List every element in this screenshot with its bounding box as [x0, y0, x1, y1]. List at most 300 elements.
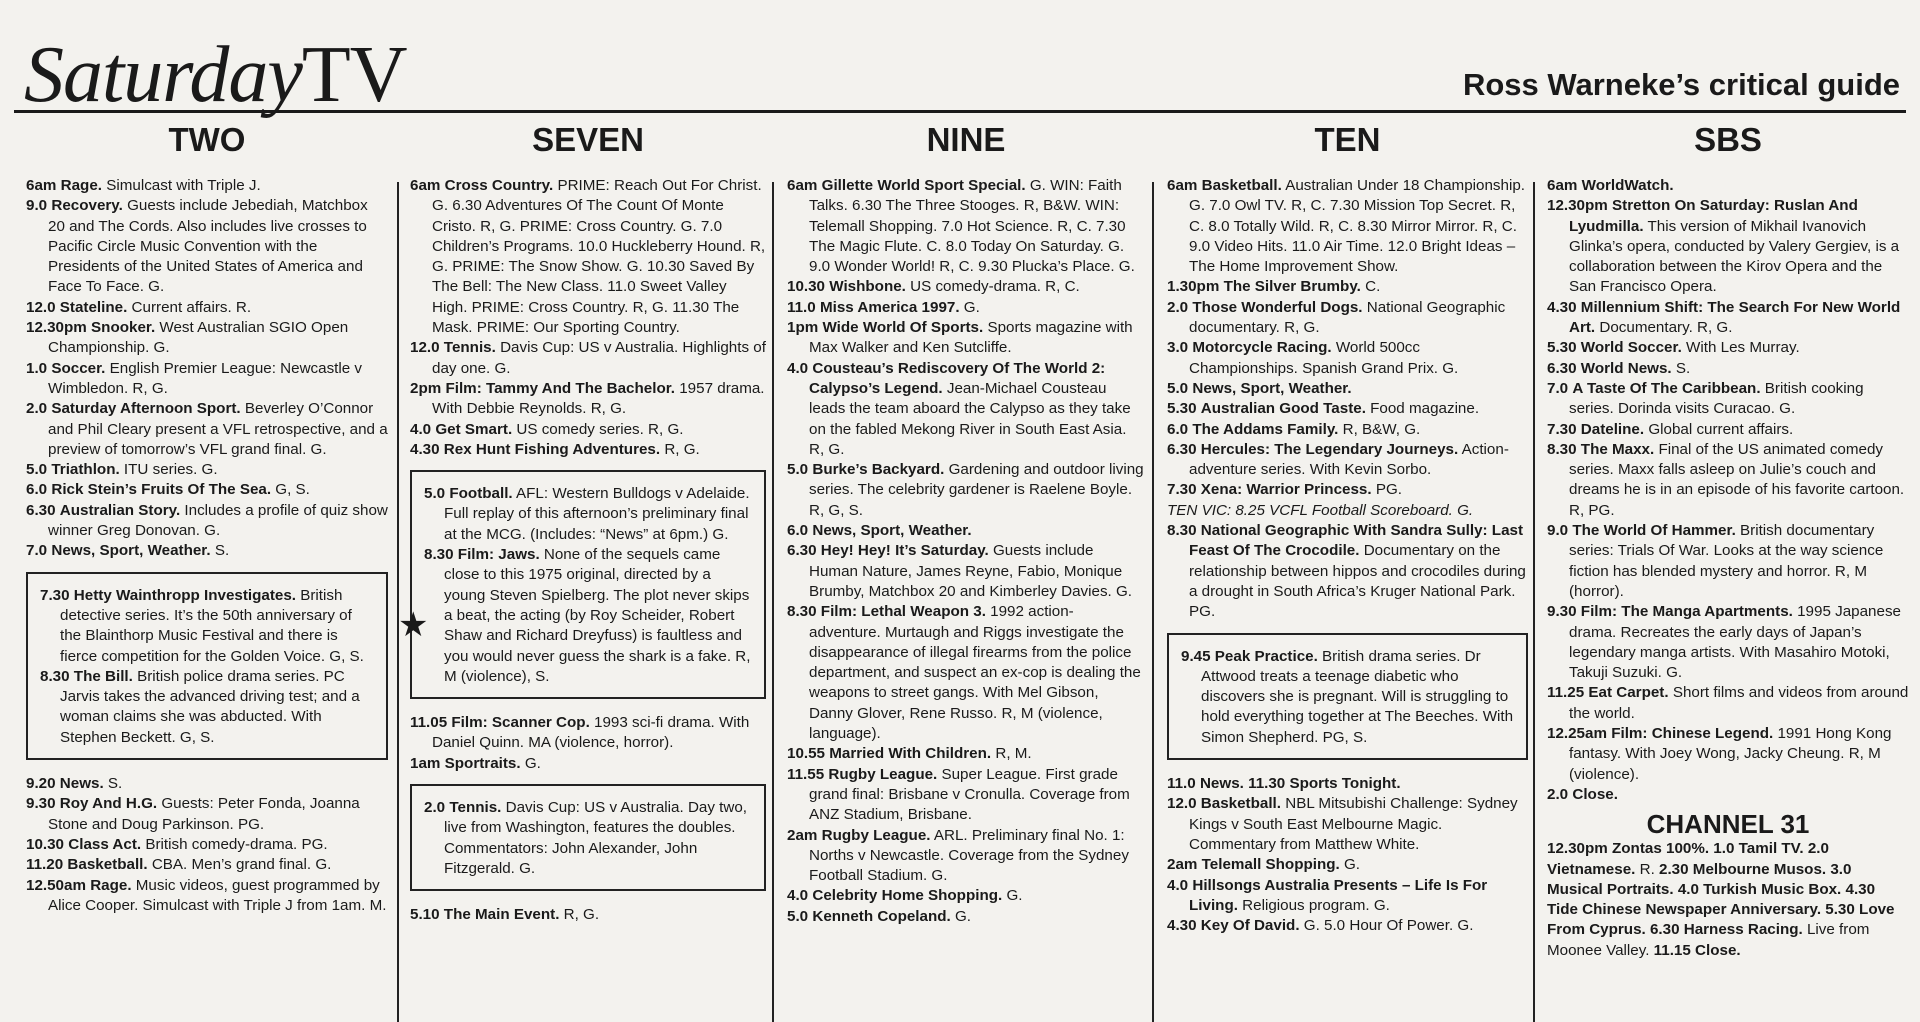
programme-time: 12.30pm: [26, 319, 87, 337]
programme-time: 6am: [1167, 177, 1198, 194]
programme-description: G.: [959, 298, 980, 316]
listing-text: R.: [1635, 860, 1660, 878]
programme-entry: [1547, 359, 1909, 379]
programme-time: 9.30: [26, 795, 56, 813]
programme-title: Rugby League.: [828, 765, 938, 783]
programme-title: Hey! Hey! It’s Saturday.: [820, 542, 989, 560]
programme-title: Wide World Of Sports.: [822, 319, 984, 337]
programme-entry: [1547, 440, 1909, 521]
programme-title: Cousteau’s Rediscovery Of The World 2: Calypso’s Legend.: [809, 359, 1106, 397]
programme-time: 3.0: [1167, 339, 1189, 357]
programme-time: 7.0: [26, 542, 48, 560]
programme-time: 9.0: [1547, 522, 1569, 540]
programme-description: Action-adventure series. With Kevin Sorbo.: [1189, 440, 1509, 479]
programme-title: The Bill.: [73, 667, 133, 685]
listing-group: [787, 176, 1145, 927]
highlight-box: [398, 470, 766, 699]
programme-entry: [787, 176, 1145, 277]
programme-title: Rage.: [60, 177, 102, 194]
listing-text: 12.30pm Zontas 100%. 1.0 Tamil TV. 2.0 Vietnamese.: [1547, 840, 1829, 878]
programme-title: Basketball.: [1200, 795, 1281, 813]
programme-description: Sports magazine with Max Walker and Ken Sutcliffe.: [809, 319, 1133, 357]
programme-entry: [1167, 521, 1528, 622]
programme-title: Tennis.: [449, 799, 502, 817]
programme-description: Simulcast with Triple J.: [102, 177, 261, 194]
programme-time: 8.30: [1167, 522, 1197, 540]
programme-title: Football.: [449, 485, 513, 503]
programme-description: ARL. Preliminary final No. 1: Norths v Newcastle. Coverage from the Sydney Football Stadium. G.: [809, 826, 1129, 885]
programme-description: PRIME: Reach Out For Christ. G. 6.30 Adventures Of The Count Of Monte Cristo. R, G. PRIME: Cross Country. G. 7.0 Children’s Programs. 10.0 Huckleberry Hound. R, G. PRIME: The Snow Show. G. 10.30 Saved By The Bell: The New Class. 11.0 Sweet Valley High. PRIME: Cross Country. R, G. 11.30 The Mask. PRIME: Our Sporting Country.: [432, 177, 766, 337]
programme-title: The Maxx.: [1580, 440, 1655, 458]
programme-description: R, G.: [559, 906, 600, 924]
programme-description: Final of the US animated comedy series. Maxx falls asleep on Julie’s couch and dreams he is in an episode of his favorite cartoon. R, PG.: [1569, 440, 1905, 519]
programme-description: 1995 Japanese drama. Recreates the early days of Japan’s legendary manga artists. With Masahiro Motoki, Takuji Suzuki. G.: [1569, 603, 1901, 682]
column-ten: [1167, 118, 1528, 1018]
column-divider: [772, 182, 774, 1022]
programme-description: C.: [1360, 278, 1381, 296]
programme-description: Documentary. R, G.: [1595, 319, 1733, 337]
programme-time: 5.10: [410, 906, 440, 924]
programme-title: Millennium Shift: The Search For New World Art.: [1569, 298, 1901, 337]
programme-time: 6am: [410, 177, 441, 194]
programme-title: Film: Tammy And The Bachelor.: [445, 379, 676, 397]
programme-title: Triathlon.: [51, 461, 120, 479]
programme-description: G, S.: [271, 481, 310, 499]
programme-entry: [410, 176, 766, 338]
programme-entry: [26, 774, 388, 794]
programme-entry: [787, 765, 1145, 826]
star-icon: ★: [398, 605, 429, 644]
programme-title: Tennis.: [443, 339, 496, 357]
programme-description: R, B&W, G.: [1338, 420, 1421, 438]
programme-description: G.: [1002, 887, 1023, 905]
programme-entry: [410, 420, 766, 440]
programme-title: Celebrity Home Shopping.: [812, 887, 1003, 905]
programme-title: Telemall Shopping.: [1201, 856, 1340, 874]
programme-title: Dateline.: [1580, 420, 1645, 438]
programme-time: 6.30: [26, 501, 56, 519]
programme-entry: [26, 855, 388, 875]
programme-entry: [40, 667, 374, 748]
programme-entry: [1547, 176, 1909, 196]
programme-title: Gillette World Sport Special.: [821, 177, 1026, 194]
programme-title: Stretton On Saturday: Ruslan And Lyudmilla.: [1569, 197, 1858, 235]
programme-title: Film: Scanner Cop.: [451, 714, 590, 732]
programme-time: 6.0: [26, 481, 48, 499]
programme-entry: [1547, 683, 1909, 724]
column-divider: [1533, 182, 1535, 1022]
channel-heading: TEN: [1314, 121, 1381, 158]
programme-entry: [26, 359, 388, 400]
programme-entry: [787, 826, 1145, 887]
programme-title: Film: Chinese Legend.: [1611, 725, 1774, 743]
programme-time: 6.30: [787, 542, 817, 560]
programme-time: 4.30: [1547, 298, 1577, 316]
programme-title: Saturday Afternoon Sport.: [51, 400, 241, 418]
programme-title: News. 11.30 Sports Tonight.: [1199, 775, 1401, 793]
programme-description: British police drama series. PC Jarvis takes the advanced driving test; and a woman claims she was abducted. With Stephen Beckett. G, S.: [60, 667, 360, 746]
programme-title: Film: The Manga Apartments.: [1580, 603, 1793, 621]
programme-time: 12.50am: [26, 876, 86, 894]
programme-time: 9.30: [1547, 603, 1577, 621]
programme-time: 2pm: [410, 379, 442, 397]
programme-title: Hercules: The Legendary Journeys.: [1200, 440, 1459, 458]
page-subtitle: Ross Warneke’s critical guide: [1462, 67, 1900, 102]
programme-time: 9.20: [26, 775, 56, 793]
programme-description: Gardening and outdoor living series. The celebrity gardener is Raelene Boyle. R, G, S.: [809, 461, 1144, 519]
programme-description: Australian Under 18 Championship. G. 7.0 Owl TV. R, C. 7.30 Mission Top Secret. R, C. 8.0 Totally Wild. R, C. 8.30 Mirror Mirror. R, C. 9.0 Video Hits. 11.0 Air Time. 12.0 Bright Ideas – The Home Improvement Show.: [1189, 177, 1525, 276]
channel-heading: NINE: [926, 121, 1006, 158]
highlight-box: [26, 572, 388, 760]
programme-title: Burke’s Backyard.: [812, 461, 945, 479]
programme-description: Short films and videos from around the world.: [1569, 684, 1909, 722]
programme-title: The Silver Brumby.: [1223, 278, 1361, 296]
programme-title: Roy And H.G.: [59, 795, 158, 813]
programme-description: ITU series. G.: [119, 461, 218, 479]
programme-entry: [1547, 724, 1909, 785]
programme-time: 5.0: [424, 485, 446, 503]
programme-time: 1.30pm: [1167, 278, 1220, 296]
programme-time: 2.0: [26, 400, 48, 418]
programme-time: 6.0: [1167, 420, 1189, 438]
programme-title: National Geographic With Sandra Sully: Last Feast Of The Crocodile.: [1189, 522, 1524, 560]
programme-entry: [787, 541, 1145, 602]
programme-time: 7.30: [40, 586, 70, 604]
programme-description: British detective series. It’s the 50th anniversary of the Blainthorp Music Festival and there is fierce competition for the Golden Voice. G, S.: [60, 586, 364, 665]
programme-description: 1957 drama. With Debbie Reynolds. R, G.: [432, 379, 765, 418]
column-seven: [398, 118, 766, 1018]
programme-entry: [1167, 440, 1528, 481]
programme-entry: [1167, 794, 1528, 855]
programme-entry: [26, 794, 388, 835]
programme-time: 12.25am: [1547, 725, 1607, 743]
programme-description: British cooking series. Dorinda visits Curacao. G.: [1569, 379, 1864, 418]
programme-entry: [787, 602, 1145, 744]
listing-group: [26, 774, 388, 916]
channel-31-listings: [1547, 839, 1909, 961]
programme-time: 8.30: [40, 667, 70, 685]
programme-time: 5.0: [787, 461, 809, 479]
programme-entry: [410, 713, 766, 754]
programme-description: 1992 action-adventure. Murtaugh and Riggs investigate the disappearance of illegal firearms from the police department, and suspect an ex-cop is dealing the weapons to street gangs. With Mel Gibson, Danny Glover, Rene Russo. R, M (violence, language).: [809, 603, 1141, 743]
programme-time: 4.0: [787, 887, 809, 905]
programme-description: Beverley O’Connor and Phil Cleary present a VFL retrospective, and a preview of tomorrow’s VFL grand final. G.: [48, 400, 388, 458]
programme-time: 2am: [787, 826, 818, 844]
programme-time: 4.30: [410, 440, 440, 458]
programme-description: Davis Cup: US v Australia. Day two, live from Washington, features the doubles. Commentators: John Alexander, John Fitzgerald. G.: [444, 799, 748, 877]
programme-title: Xena: Warrior Princess.: [1200, 481, 1372, 499]
programme-title: Rugby League.: [821, 826, 931, 844]
programme-title: Sportraits.: [444, 754, 521, 772]
programme-time: 7.30: [1167, 481, 1197, 499]
programme-description: Davis Cup: US v Australia. Highlights of day one. G.: [432, 339, 766, 377]
channel-heading: SBS: [1694, 121, 1762, 158]
programme-entry: [26, 876, 388, 917]
programme-description: R, G.: [660, 440, 700, 458]
programme-time: 9.45: [1181, 647, 1211, 665]
programme-entry: [424, 484, 752, 545]
programme-title: Wishbone.: [829, 278, 906, 296]
programme-time: 8.30: [424, 546, 454, 564]
programme-time: 12.0: [26, 298, 56, 316]
programme-description: 1991 Hong Kong fantasy. With Joey Wong, Jacky Cheung. R, M (violence).: [1569, 725, 1892, 783]
programme-entry: [1547, 196, 1909, 297]
programme-description: Global current affairs.: [1644, 420, 1794, 438]
programme-entry: [26, 318, 388, 359]
listing-text: 11.15 Close.: [1653, 941, 1741, 959]
programme-entry: [1167, 774, 1528, 794]
programme-entry: [1167, 379, 1528, 399]
listing-group: [1167, 176, 1528, 623]
programme-entry: [26, 835, 388, 855]
programme-description: National Geographic documentary. R, G.: [1189, 298, 1506, 337]
programme-time: 2.0: [1167, 298, 1189, 316]
programme-entry: [26, 176, 388, 196]
programme-entry: [787, 521, 1145, 541]
programme-description: US comedy-drama. R, C.: [905, 278, 1080, 296]
programme-description: S.: [103, 775, 123, 793]
programme-title: Basketball.: [1201, 177, 1282, 194]
programme-entry: [1547, 602, 1909, 683]
programme-time: 10.30: [787, 278, 826, 296]
programme-entry: [410, 905, 766, 925]
programme-description: G.: [520, 754, 541, 772]
programme-time: 6.30: [1547, 359, 1577, 377]
column-divider: [397, 182, 399, 1022]
programme-title: Motorcycle Racing.: [1192, 339, 1332, 357]
programme-title: Get Smart.: [435, 420, 513, 438]
programme-time: 1am: [410, 754, 441, 772]
programme-title: News, Sport, Weather.: [1192, 379, 1352, 397]
programme-entry: [410, 379, 766, 420]
programme-time: 12.0: [1167, 795, 1197, 813]
programme-time: 4.0: [410, 420, 432, 438]
programme-title: Recovery.: [51, 197, 123, 215]
programme-entry: [40, 586, 374, 667]
programme-title: World News.: [1580, 359, 1672, 377]
programme-title: Peak Practice.: [1214, 647, 1318, 665]
programme-time: 5.0: [26, 461, 48, 479]
programme-title: Married With Children.: [829, 745, 992, 763]
programme-time: 1pm: [787, 319, 819, 337]
programme-time: 5.0: [787, 907, 809, 925]
programme-title: Miss America 1997.: [819, 298, 960, 316]
programme-description: 1993 sci-fi drama. With Daniel Quinn. MA (violence, horror).: [432, 714, 750, 752]
listing-group: [410, 713, 766, 774]
programme-entry: [1547, 785, 1909, 805]
programme-entry: [787, 744, 1145, 764]
programme-entry: [1167, 480, 1528, 500]
programme-title: Close.: [1572, 785, 1618, 803]
programme-description: Religious program. G.: [1237, 896, 1390, 914]
programme-time: 2.0: [1547, 785, 1569, 803]
programme-entry: [787, 907, 1145, 927]
programme-description: TEN VIC: 8.25 VCFL Football Scoreboard. G.: [1167, 501, 1474, 519]
programme-entry: [787, 886, 1145, 906]
programme-description: G. WIN: Faith Talks. 6.30 The Three Stooges. R, B&W. WIN: Telemall Shopping. 7.0 Hot Science. R, C. 7.30 The Magic Flute. C. 8.0 Today On Saturday. G. 9.0 Wonder World! R, C. 9.30 Plucka’s Place. G.: [809, 177, 1135, 276]
programme-title: Those Wonderful Dogs.: [1192, 298, 1363, 316]
programme-title: News, Sport, Weather.: [51, 542, 211, 560]
programme-description: Guests: Peter Fonda, Joanna Stone and Doug Parkinson. PG.: [48, 795, 360, 833]
programme-entry: [1547, 420, 1909, 440]
programme-entry: [26, 501, 388, 542]
column-sbs: [1547, 118, 1909, 1018]
listing-group: [410, 176, 766, 460]
programme-entry: [1167, 338, 1528, 379]
programme-entry: [424, 798, 752, 879]
programme-title: Soccer.: [51, 359, 106, 377]
programme-description: World 500cc Championships. Spanish Grand Prix. G.: [1189, 339, 1459, 377]
programme-description: R, M.: [991, 745, 1032, 763]
programme-title: Australian Story.: [59, 501, 181, 519]
programme-title: News.: [59, 775, 104, 793]
programme-entry: [26, 541, 388, 561]
channel-heading: TWO: [168, 121, 246, 158]
programme-description: Documentary on the relationship between hippos and crocodiles during a drought in South Africa’s Kruger National Park. PG.: [1189, 542, 1526, 621]
programme-time: 5.0: [1167, 379, 1189, 397]
programme-time: 6.0: [787, 522, 809, 540]
programme-description: This version of Mikhail Ivanovich Glinka’s opera, conducted by Valery Gergiev, is a collaboration between the Kirov Opera and the San Francisco Opera.: [1569, 217, 1900, 296]
programme-title: A Taste Of The Caribbean.: [1572, 379, 1761, 397]
programme-entry: [787, 298, 1145, 318]
listing-group: [410, 905, 766, 925]
programme-time: 6am: [1547, 177, 1578, 194]
programme-title: The Addams Family.: [1192, 420, 1339, 438]
programme-title: Rage.: [90, 876, 132, 894]
programme-time: 11.05: [410, 714, 448, 732]
programme-title: WorldWatch.: [1581, 177, 1674, 194]
programme-title: The World Of Hammer.: [1572, 522, 1736, 540]
programme-entry: [410, 338, 766, 379]
programme-entry: [26, 298, 388, 318]
programme-time: 11.20: [26, 856, 64, 874]
programme-entry: [26, 196, 388, 297]
listing-group: [1547, 176, 1909, 805]
programme-entry: [410, 440, 766, 460]
programme-time: 12.0: [410, 339, 440, 357]
programme-time: 8.30: [1547, 440, 1577, 458]
programme-title: Rex Hunt Fishing Adventures.: [443, 440, 661, 458]
programme-time: 8.30: [787, 603, 817, 621]
programme-description: With Les Murray.: [1681, 339, 1800, 357]
programme-title: Film: Lethal Weapon 3.: [820, 603, 986, 621]
programme-entry: [1167, 298, 1528, 339]
programme-title: Hillsongs Australia Presents – Life Is For Living.: [1189, 876, 1488, 914]
programme-entry: [1167, 176, 1528, 277]
programme-time: 11.25: [1547, 684, 1585, 702]
programme-time: 5.30: [1547, 339, 1577, 357]
programme-description: NBL Mitsubishi Challenge: Sydney Kings v South East Melbourne Magic. Commentary from Matthew White.: [1189, 795, 1518, 853]
programme-description: S.: [210, 542, 230, 560]
masthead-rule: [14, 110, 1906, 113]
programme-description: Guests include Human Nature, James Reyne, Fabio, Monique Brumby, Matchbox 20 and Kimberley Davies. G.: [809, 542, 1133, 600]
programme-description: British comedy-drama. PG.: [141, 835, 328, 853]
programme-entry: [1167, 277, 1528, 297]
programme-time: 11.0: [1167, 775, 1196, 793]
highlight-box: [410, 784, 766, 891]
programme-time: 12.30pm: [1547, 197, 1608, 215]
programme-description: US comedy series. R, G.: [512, 420, 684, 438]
programme-entry: [1167, 501, 1528, 521]
programme-description: Includes a profile of quiz show winner Greg Donovan. G.: [48, 501, 388, 540]
programme-time: 2am: [1167, 856, 1198, 874]
highlight-box: [1167, 633, 1528, 760]
programme-title: Key Of David.: [1200, 917, 1300, 935]
programme-title: World Soccer.: [1580, 339, 1682, 357]
programme-time: 1.0: [26, 359, 48, 377]
programme-entry: [787, 277, 1145, 297]
programme-entry: [787, 359, 1145, 460]
column-two: [26, 118, 388, 1018]
programme-description: PG.: [1371, 481, 1402, 499]
programme-time: 2.0: [424, 799, 446, 817]
programme-entry: [1167, 876, 1528, 917]
programme-title: News, Sport, Weather.: [812, 522, 972, 540]
programme-time: 10.55: [787, 745, 826, 763]
programme-title: The Main Event.: [443, 906, 560, 924]
programme-description: English Premier League: Newcastle v Wimbledon. R, G.: [48, 359, 363, 397]
programme-entry: [26, 480, 388, 500]
programme-entry: [787, 460, 1145, 521]
programme-entry: [1167, 855, 1528, 875]
programme-entry: [398, 545, 752, 687]
programme-entry: [410, 754, 766, 774]
programme-title: Hetty Wainthropp Investigates.: [73, 586, 297, 604]
programme-time: 10.30: [26, 835, 65, 853]
programme-time: 4.30: [1167, 917, 1197, 935]
programme-time: 7.0: [1547, 379, 1569, 397]
programme-time: 6am: [26, 177, 57, 194]
programme-title: Stateline.: [59, 298, 128, 316]
listing-text: 2.30 Melbourne Musos. 3.0 Musical Portraits. 4.0 Turkish Music Box. 4.30 Tide Chinese Newspaper Anniversary. 5.30 Love From Cyprus. 6.30 Harness Racing.: [1547, 860, 1895, 939]
programme-description: Super League. First grade grand final: Brisbane v Cronulla. Coverage from ANZ Stadium, Brisbane.: [809, 765, 1130, 824]
programme-title: Australian Good Taste.: [1200, 400, 1366, 418]
listing-group: [1167, 774, 1528, 936]
programme-description: G.: [950, 907, 972, 925]
programme-description: Food magazine.: [1365, 400, 1480, 418]
programme-time: 4.0: [1167, 876, 1189, 894]
programme-description: Music videos, guest programmed by Alice Cooper. Simulcast with Triple J from 1am. M.: [48, 876, 387, 914]
programme-description: West Australian SGIO Open Championship. G.: [48, 319, 349, 357]
programme-description: CBA. Men’s grand final. G.: [147, 856, 332, 874]
programme-description: British drama series. Dr Attwood treats a teenage diabetic who discovers she is pregnant. Will is struggling to hold everything together at The Beeches. With Simon Shepherd. PG, S.: [1201, 647, 1514, 746]
programme-description: Current affairs. R.: [127, 298, 252, 316]
programme-time: 6.30: [1167, 440, 1197, 458]
programme-time: 9.0: [26, 197, 48, 215]
programme-time: 7.30: [1547, 420, 1577, 438]
programme-time: 6am: [787, 177, 818, 194]
page-title: SaturdayTV: [24, 31, 407, 119]
programme-description: G. 5.0 Hour Of Power. G.: [1299, 917, 1474, 935]
programme-description: Guests include Jebediah, Matchbox 20 and The Cords. Also includes live crosses to Pacific Circle Music Convention with the Presidents of the United States of America and Face To Face. G.: [48, 197, 368, 296]
programme-title: Cross Country.: [444, 177, 554, 194]
programme-title: Class Act.: [68, 835, 142, 853]
column-divider: [1152, 182, 1154, 1022]
programme-entry: [1167, 420, 1528, 440]
programme-entry: [1167, 399, 1528, 419]
programme-title: Rick Stein’s Fruits Of The Sea.: [51, 481, 272, 499]
programme-entry: [1547, 338, 1909, 358]
programme-entry: [26, 460, 388, 480]
programme-entry: [1547, 379, 1909, 420]
programme-title: Snooker.: [91, 319, 156, 337]
programme-title: Film: Jaws.: [457, 546, 540, 564]
column-nine: [787, 118, 1145, 1018]
channel-31-heading: CHANNEL 31: [1646, 809, 1810, 840]
listing-text: Live from Moonee Valley.: [1547, 921, 1870, 959]
programme-entry: [1547, 298, 1909, 339]
programme-time: 4.0: [787, 359, 809, 377]
